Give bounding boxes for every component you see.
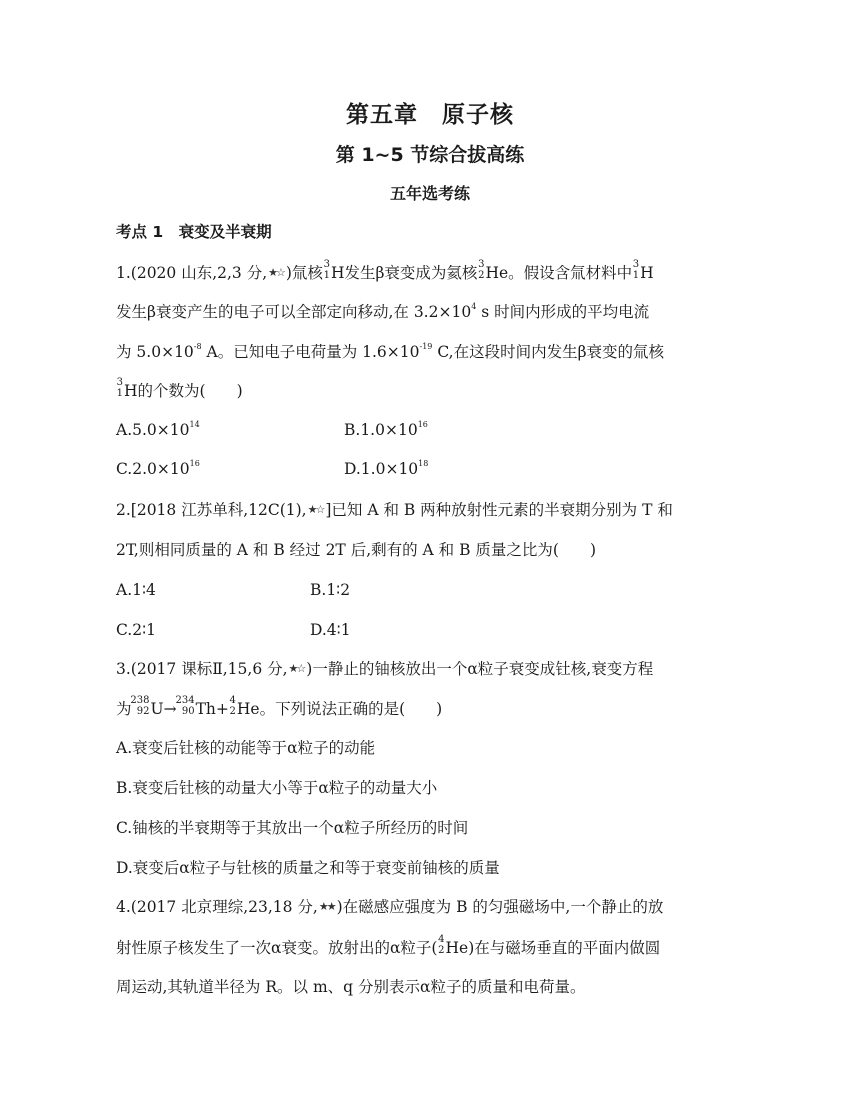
topic-heading: 考点 1 衰变及半衰期 xyxy=(116,223,272,241)
q2-line-1: 2.[2018 江苏单科,12C(1),★☆ ]已知 A 和 B 两种放射性元素的半衰期分别为 T 和 xyxy=(116,501,673,519)
q2-option-d[interactable]: D.4∶1 xyxy=(310,621,351,639)
lesson-subtitle: 第 1~5 节综合拔高练 xyxy=(335,144,525,166)
section-title: 五年选考练 xyxy=(389,184,470,203)
q1-line-1: 1.(2020 山东,2,3 分,★☆ )氚核 3 1 H发生β衰变成为氦核 3 2 He。假设含氚材料中 3 1 H xyxy=(116,259,654,282)
q2-option-b[interactable]: B.1∶2 xyxy=(310,581,351,599)
q3-line-2: 为 238 92 U→ 234 90 Th+ 4 2 He。下列说法正确的是( ) xyxy=(116,695,443,718)
q1-option-a[interactable]: $A.5.0\times 10^{14}$ xyxy=(116,420,200,439)
two-star-difficulty-icon: ★☆ xyxy=(307,503,324,516)
two-star-difficulty-icon: ★☆ xyxy=(288,662,305,675)
q1-option-c[interactable]: $C.2.0\times 10^{16}$ xyxy=(116,459,200,478)
q4-line-2: 射性原子核发生了一次α衰变。放射出的α粒子( 4 2 He)在与磁场垂直的平面内做圆 xyxy=(116,934,661,957)
q4-line-3: 周运动,其轨道半径为 R。以 m、q 分别表示α粒子的质量和电荷量。 xyxy=(116,978,586,996)
tritium-nuclide: 3 1 H xyxy=(632,259,654,282)
q2-option-a[interactable]: A.1∶4 xyxy=(116,581,156,599)
helium-nuclide: 4 2 He xyxy=(438,934,469,957)
q1-line-2: 发生β衰变产生的电子可以全部定向移动,在 $3.2\times 10^4$ s 时间内形成的平均电流 xyxy=(116,302,650,321)
q3-line-1: 3.(2017 课标Ⅱ,15,6 分,★☆ )一静止的铀核放出一个α粒子衰变成钍核,衰变方程 xyxy=(116,660,654,678)
q3-option-b[interactable]: B.衰变后钍核的动量大小等于α粒子的动量大小 xyxy=(116,779,438,797)
tritium-nuclide: 3 1 H xyxy=(116,377,138,400)
q3-option-c[interactable]: C.铀核的半衰期等于其放出一个α粒子所经历的时间 xyxy=(116,819,469,837)
q2-line-2: 2T,则相同质量的 A 和 B 经过 2T 后,剩有的 A 和 B 质量之比为( ) xyxy=(116,541,597,559)
q1-line-4: 3 1 H的个数为( ) xyxy=(116,377,243,400)
helium-nuclide: 4 2 He xyxy=(229,695,260,718)
three-star-difficulty-icon: ★★ xyxy=(318,900,335,913)
q4-line-1: 4.(2017 北京理综,23,18 分,★★ )在磁感应强度为 B 的匀强磁场中,一个静止的放 xyxy=(116,898,664,916)
q3-option-a[interactable]: A.衰变后钍核的动能等于α粒子的动能 xyxy=(116,739,376,757)
q1-option-d[interactable]: $D.1.0\times 10^{18}$ xyxy=(344,459,429,478)
tritium-nuclide: 3 1 H xyxy=(323,259,345,282)
q1-line-3: 为 $5.0\times 10^{-8}$ A。已知电子电荷量为 $1.6\times 10^{-19}$ C,在这段时间内发生β衰变的氚核 xyxy=(116,342,665,361)
uranium-nuclide: 238 92 U→ xyxy=(130,695,177,718)
q3-option-d[interactable]: D.衰变后α粒子与钍核的质量之和等于衰变前铀核的质量 xyxy=(116,859,500,877)
q2-option-c[interactable]: C.2∶1 xyxy=(116,621,156,639)
two-star-difficulty-icon: ★☆ xyxy=(268,266,284,279)
q1-option-b[interactable]: $B.1.0\times 10^{16}$ xyxy=(344,420,428,439)
thorium-nuclide: 234 90 Th+ xyxy=(175,695,229,718)
chapter-title: 第五章 原子核 xyxy=(346,102,514,128)
helium-nuclide: 3 2 He xyxy=(478,259,509,282)
